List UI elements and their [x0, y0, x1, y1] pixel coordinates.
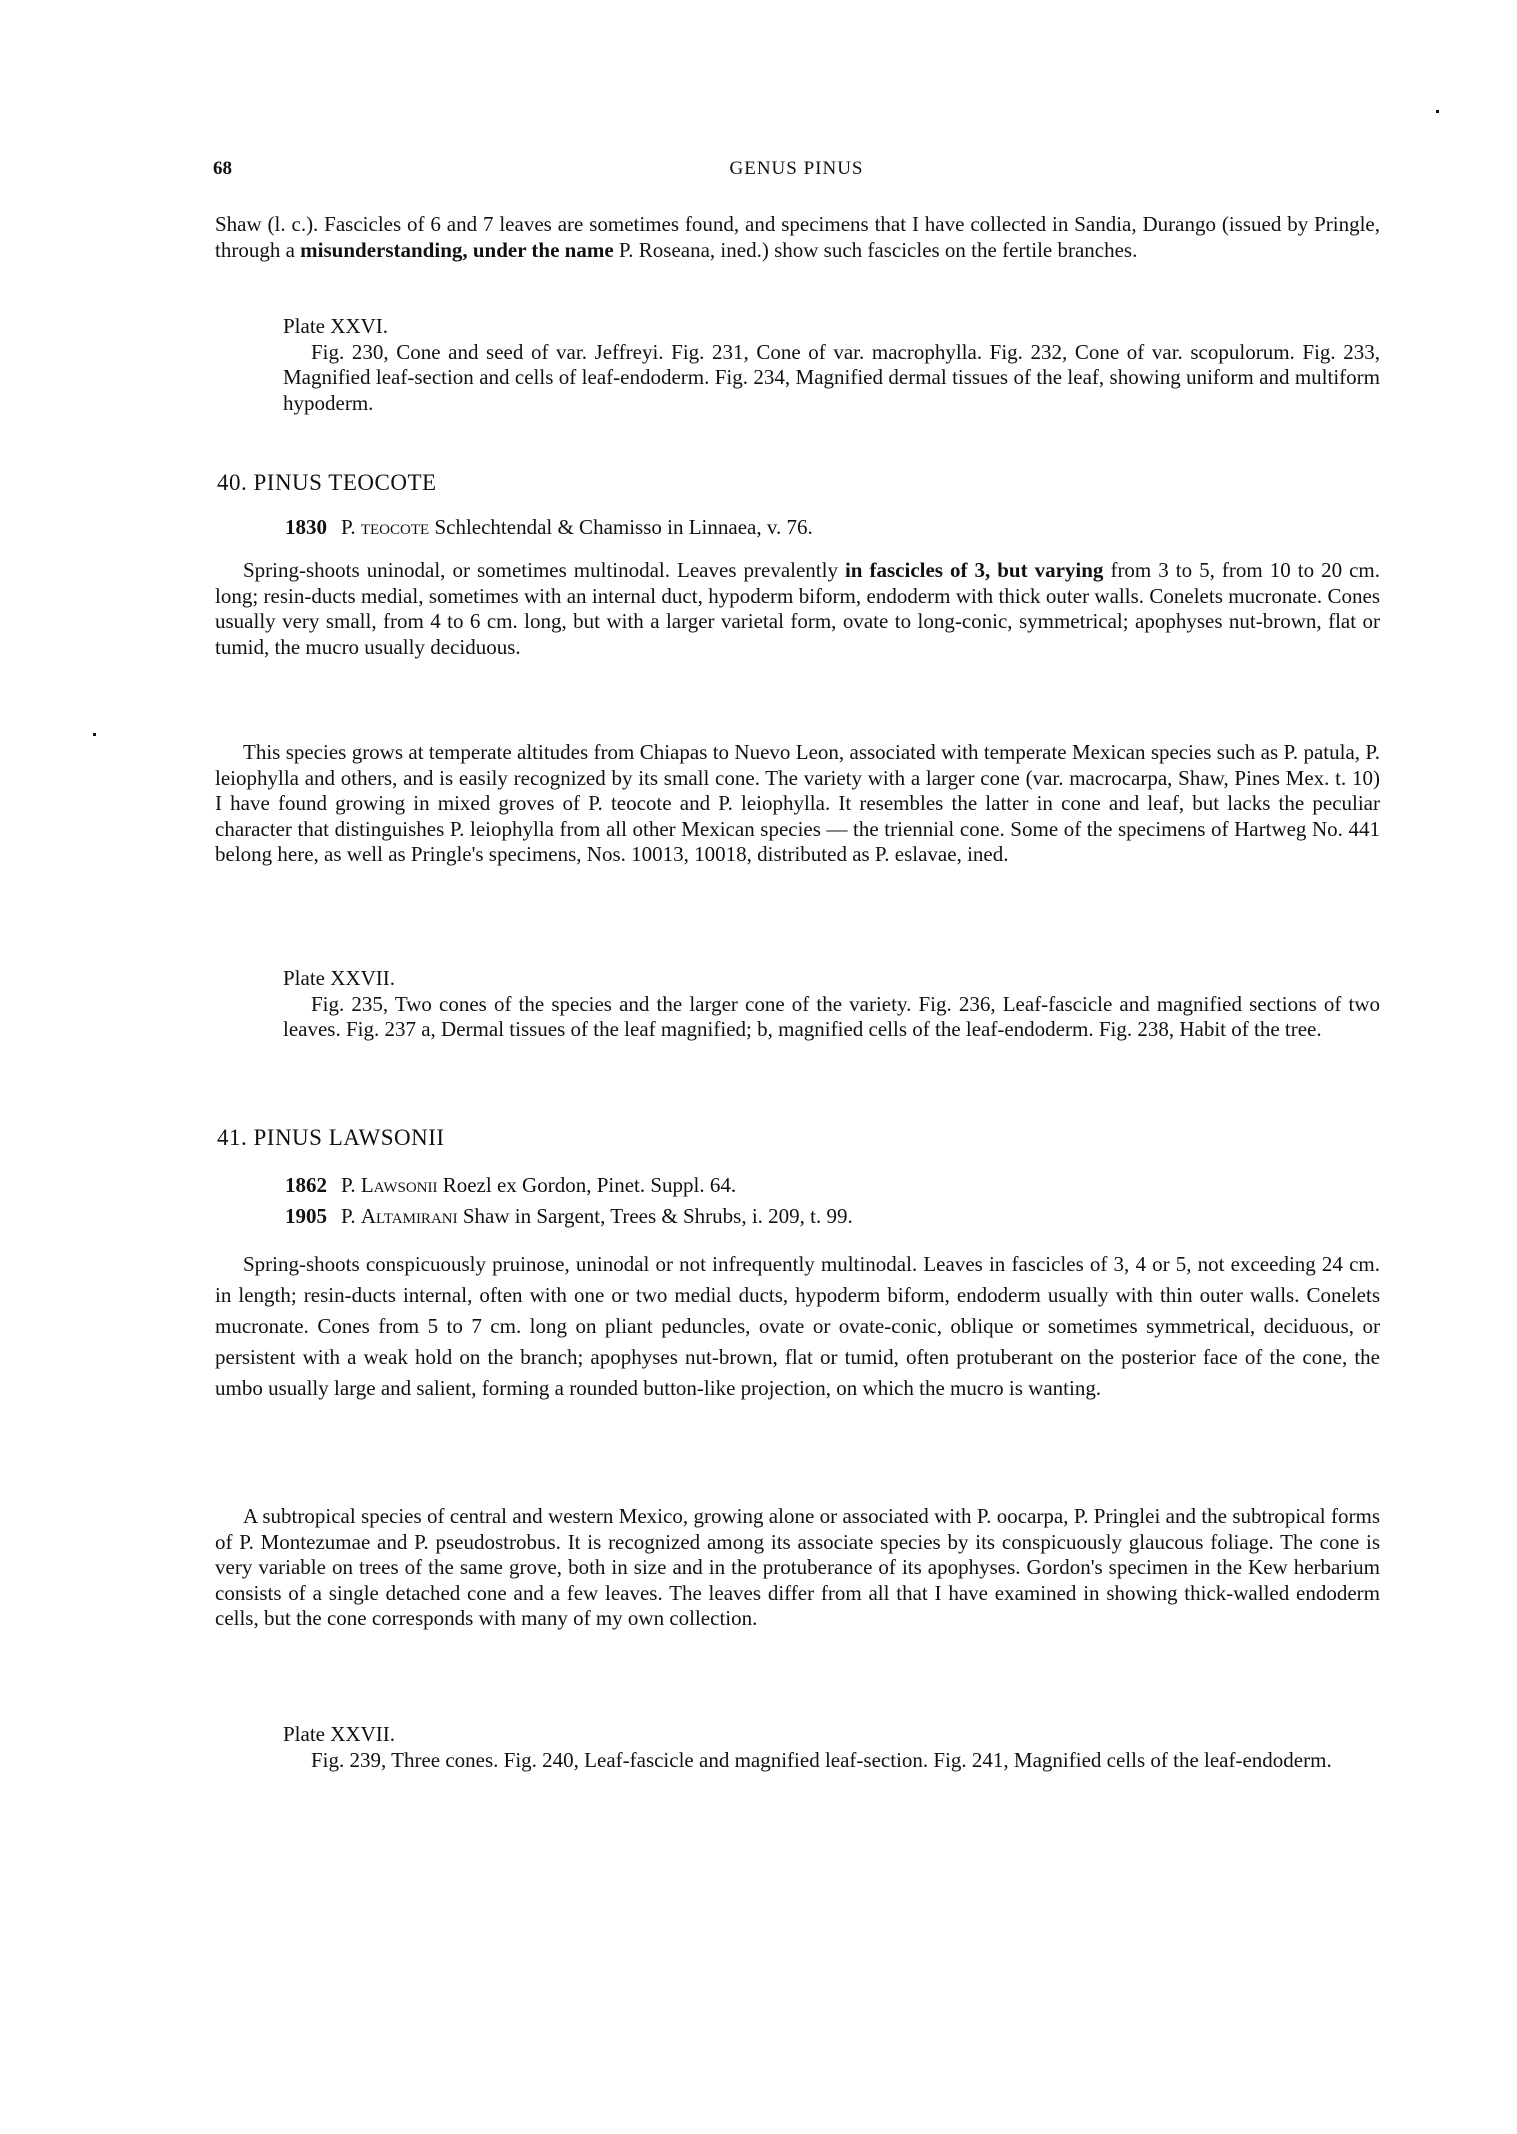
description-text: Spring-shoots conspicuously pruinose, uninodal or not infrequently multinodal. Leaves in fascicles of 3, 4 or 5, not exceeding 24 cm. in length; resin-ducts internal, often with one or two medial ducts, hypoderm biform, endoderm usually with thin outer walls. Conelets mucronate. Cones from 5 to 7 cm. long on pliant peduncles, ovate or ovate-conic, oblique or sometimes symmetrical, deciduous, or persistent with a weak hold on the branch; apophyses nut-brown, flat or tumid, often protuberant on the posterior face of the cone, the umbo usually large and salient, forming a rounded button-like projection, on which the mucro is wanting.: [215, 1252, 1380, 1400]
plate-text: Fig. 235, Two cones of the species and the larger cone of the variety. Fig. 236, Leaf-fascicle and magnified sections of two leaves. Fig. 237 a, Dermal tissues of the leaf magnified; b, magnified cells of the leaf-endoderm. Fig. 238, Habit of the tree.: [283, 991, 1380, 1041]
continuation-text-2: P. Roseana, ined.) show such fascicles on the fertile branches.: [613, 237, 1138, 262]
plate-xxvi-caption: [283, 314, 1380, 416]
synonym-citation: Roezl ex Gordon, Pinet. Suppl. 64.: [437, 1173, 737, 1197]
synonym-year: 1830: [285, 515, 327, 539]
description-text-1: Spring-shoots uninodal, or sometimes multinodal. Leaves prevalently: [243, 558, 845, 582]
species-heading-40: 40. PINUS TEOCOTE: [217, 470, 437, 495]
scan-speck: [93, 733, 96, 736]
plate-label: Plate XXVII.: [283, 1722, 395, 1746]
continuation-text-1: Shaw (l. c.). Fascicles of 6 and 7 leaves are sometimes found, and specimens that I have collected in Sandia, Durango (issued by Pringle, through a: [215, 212, 1380, 262]
page-number: 68: [213, 158, 232, 179]
synonym-year: 1905: [285, 1204, 327, 1228]
synonym-entry: [285, 514, 813, 540]
distribution-text: A subtropical species of central and western Mexico, growing alone or associated with P. oocarpa, P. Pringlei and the subtropical forms of P. Montezumae and P. pseudostrobus. It is recognized among its associate species by its conspicuously glaucous foliage. The cone is very variable on trees of the same grove, both in size and in the protuberance of its apophyses. Gordon's specimen in the Kew herbarium consists of a single detached cone and a few leaves. The leaves differ from all that I have examined in showing thick-walled endoderm cells, but the cone corresponds with many of my own collection.: [215, 1504, 1380, 1630]
synonym-entry: [285, 1203, 853, 1229]
synonym-year: 1862: [285, 1173, 327, 1197]
plate-text: Fig. 239, Three cones. Fig. 240, Leaf-fascicle and magnified leaf-section. Fig. 241, Magnified cells of the leaf-endoderm.: [311, 1747, 1332, 1772]
species-40-distribution: [215, 740, 1380, 868]
synonym-name: Altamirani: [360, 1204, 458, 1228]
synonym-prefix: P.: [341, 515, 361, 539]
continuation-paragraph: [215, 212, 1380, 263]
plate-label: Plate XXVII.: [283, 966, 395, 990]
species-heading-41: 41. PINUS LAWSONII: [217, 1125, 445, 1150]
synonym-name: teocote: [360, 515, 430, 539]
species-40-description: [215, 558, 1380, 660]
plate-xxvii-caption-40: [283, 966, 1380, 1043]
running-title: GENUS PINUS: [729, 158, 864, 179]
plate-xxvii-caption-41: [283, 1722, 1380, 1773]
synonym-prefix: P.: [341, 1204, 361, 1228]
scan-speck: [1436, 110, 1439, 113]
continuation-emphasis: misunderstanding, under the name: [300, 237, 614, 262]
distribution-text: This species grows at temperate altitudes from Chiapas to Nuevo Leon, associated with temperate Mexican species such as P. patula, P. leiophylla and others, and is easily recognized by its small cone. The variety with a larger cone (var. macrocarpa, Shaw, Pines Mex. t. 10) I have found growing in mixed groves of P. teocote and P. leiophylla. It resembles the latter in cone and leaf, but lacks the peculiar character that distinguishes P. leiophylla from all other Mexican species — the triennial cone. Some of the specimens of Hartweg No. 441 belong here, as well as Pringle's specimens, Nos. 10013, 10018, distributed as P. eslavae, ined.: [215, 740, 1380, 866]
species-41-description: [215, 1249, 1380, 1404]
synonym-name: Lawsonii: [360, 1173, 438, 1197]
plate-label: Plate XXVI.: [283, 314, 388, 338]
species-41-distribution: [215, 1504, 1380, 1632]
synonym-entry: [285, 1172, 736, 1198]
description-text-2: from 3 to 5, from 10 to 20 cm. long; resin-ducts medial, sometimes with an internal duct, hypoderm biform, endoderm with thick outer walls. Conelets mucronate. Cones usually very small, from 4 to 6 cm. long, but with a larger varietal form, ovate to long-conic, symmetrical; apophyses nut-brown, flat or tumid, the mucro usually deciduous.: [215, 558, 1380, 659]
running-head: [213, 158, 1380, 184]
plate-text: Fig. 230, Cone and seed of var. Jeffreyi. Fig. 231, Cone of var. macrophylla. Fig. 232, Cone of var. scopulorum. Fig. 233, Magnified leaf-section and cells of leaf-endoderm. Fig. 234, Magnified dermal tissues of the leaf, showing uniform and multiform hypoderm.: [283, 339, 1380, 415]
synonym-prefix: P.: [341, 1173, 361, 1197]
description-emphasis: in fascicles of 3, but varying: [844, 558, 1104, 582]
synonym-citation: Schlechtendal & Chamisso in Linnaea, v. 76.: [429, 515, 813, 539]
synonym-citation: Shaw in Sargent, Trees & Shrubs, i. 209, t. 99.: [457, 1204, 853, 1228]
